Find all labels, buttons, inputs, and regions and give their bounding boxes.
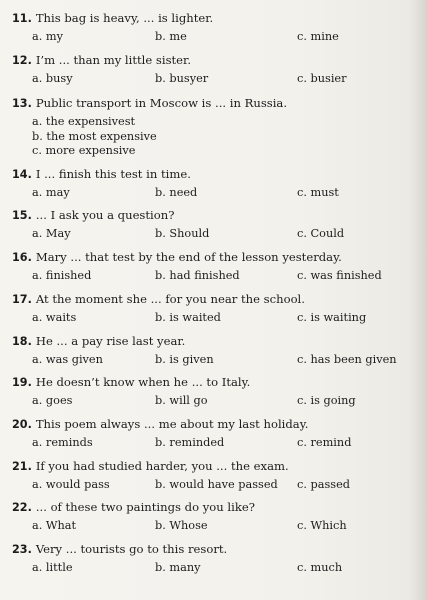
answer-options <box>12 115 412 159</box>
answer-options <box>12 561 412 576</box>
question-15 <box>12 208 412 242</box>
option-b: b. is waited <box>155 311 221 324</box>
question-text: This bag is heavy, ... is lighter. <box>35 11 214 25</box>
option-b: b. me <box>155 30 187 43</box>
option-b: b. busyer <box>155 72 209 85</box>
option-b: b. many <box>155 561 201 574</box>
question-stem <box>12 542 412 557</box>
option-a: a. What <box>32 519 77 532</box>
question-text: ... of these two paintings do you like? <box>35 500 255 514</box>
question-number: 12. <box>12 54 32 67</box>
option-c: c. mine <box>297 30 339 43</box>
option-c: c. Could <box>297 227 345 240</box>
question-21 <box>12 459 412 493</box>
option-c: c. passed <box>297 478 350 491</box>
question-18 <box>12 334 412 368</box>
option-b: b. the most expensive <box>32 129 157 143</box>
question-stem <box>12 459 412 474</box>
question-text: He doesn’t know when he ... to Italy. <box>35 375 251 389</box>
question-number: 21. <box>12 460 32 473</box>
question-stem <box>12 292 412 307</box>
option-c: c. much <box>297 561 343 574</box>
question-text: This poem always ... me about my last holiday. <box>35 417 309 431</box>
question-number: 14. <box>12 168 32 181</box>
option-b: b. reminded <box>155 436 225 449</box>
option-a: a. waits <box>32 311 77 324</box>
option-a: a. may <box>32 186 70 199</box>
option-a: a. my <box>32 30 64 43</box>
question-stem <box>12 53 412 68</box>
question-stem <box>12 500 412 515</box>
question-12 <box>12 53 412 87</box>
answer-options <box>12 30 412 45</box>
question-22 <box>12 500 412 534</box>
question-14 <box>12 167 412 201</box>
question-19 <box>12 375 412 409</box>
question-number: 23. <box>12 543 32 556</box>
question-17 <box>12 292 412 326</box>
question-number: 20. <box>12 418 32 431</box>
option-c: c. must <box>297 186 339 199</box>
question-number: 22. <box>12 501 32 514</box>
question-number: 19. <box>12 376 32 389</box>
option-b: b. would have passed <box>155 478 278 491</box>
option-c: c. is waiting <box>297 311 367 324</box>
question-number: 15. <box>12 209 32 222</box>
question-stem <box>12 96 412 111</box>
question-20 <box>12 417 412 451</box>
option-b: b. is given <box>155 353 214 366</box>
question-number: 17. <box>12 293 32 306</box>
answer-options <box>12 269 412 284</box>
question-text: At the moment she ... for you near the school. <box>35 292 305 306</box>
question-text: He ... a pay rise last year. <box>35 334 186 348</box>
answer-options <box>12 519 412 534</box>
option-a: a. busy <box>32 72 73 85</box>
answer-options <box>12 72 412 87</box>
answer-options <box>12 186 412 201</box>
option-c: c. was finished <box>297 269 382 282</box>
option-b: b. had finished <box>155 269 240 282</box>
question-stem <box>12 167 412 182</box>
option-a: a. was given <box>32 353 103 366</box>
option-a: a. little <box>32 561 73 574</box>
question-text: Mary ... that test by the end of the lesson yesterday. <box>35 250 342 264</box>
question-stem <box>12 334 412 349</box>
question-number: 18. <box>12 335 32 348</box>
question-text: Very ... tourists go to this resort. <box>35 542 228 556</box>
question-number: 13. <box>12 97 32 110</box>
question-stem <box>12 250 412 265</box>
question-stem <box>12 208 412 223</box>
question-number: 16. <box>12 251 32 264</box>
option-c: c. busier <box>297 72 347 85</box>
question-11 <box>12 11 412 45</box>
answer-options <box>12 394 412 409</box>
option-c: c. remind <box>297 436 352 449</box>
option-c: c. is going <box>297 394 356 407</box>
option-a: a. finished <box>32 269 92 282</box>
option-a: a. would pass <box>32 478 110 491</box>
question-23 <box>12 542 412 576</box>
option-a: a. goes <box>32 394 73 407</box>
question-text: ... I ask you a question? <box>35 208 175 222</box>
option-c: c. has been given <box>297 353 397 366</box>
option-b: b. need <box>155 186 198 199</box>
option-b: b. will go <box>155 394 208 407</box>
option-c: c. Which <box>297 519 347 532</box>
answer-options <box>12 478 412 493</box>
answer-options <box>12 311 412 326</box>
question-text: Public transport in Moscow is ... in Russia. <box>35 96 288 110</box>
answer-options <box>12 227 412 242</box>
option-b: b. Should <box>155 227 210 240</box>
question-number: 11. <box>12 12 32 25</box>
question-13 <box>12 96 412 159</box>
question-text: If you had studied harder, you ... the exam. <box>35 459 289 473</box>
option-a: a. reminds <box>32 436 93 449</box>
question-stem <box>12 11 412 26</box>
option-a: a. May <box>32 227 71 240</box>
question-16 <box>12 250 412 284</box>
question-text: I’m ... than my little sister. <box>35 53 192 67</box>
question-text: I ... finish this test in time. <box>35 167 191 181</box>
option-a: a. the expensivest <box>32 115 136 128</box>
question-stem <box>12 375 412 390</box>
answer-options <box>12 436 412 451</box>
question-stem <box>12 417 412 432</box>
answer-options <box>12 353 412 368</box>
option-c: c. more expensive <box>32 144 136 157</box>
option-b: b. Whose <box>155 519 208 532</box>
